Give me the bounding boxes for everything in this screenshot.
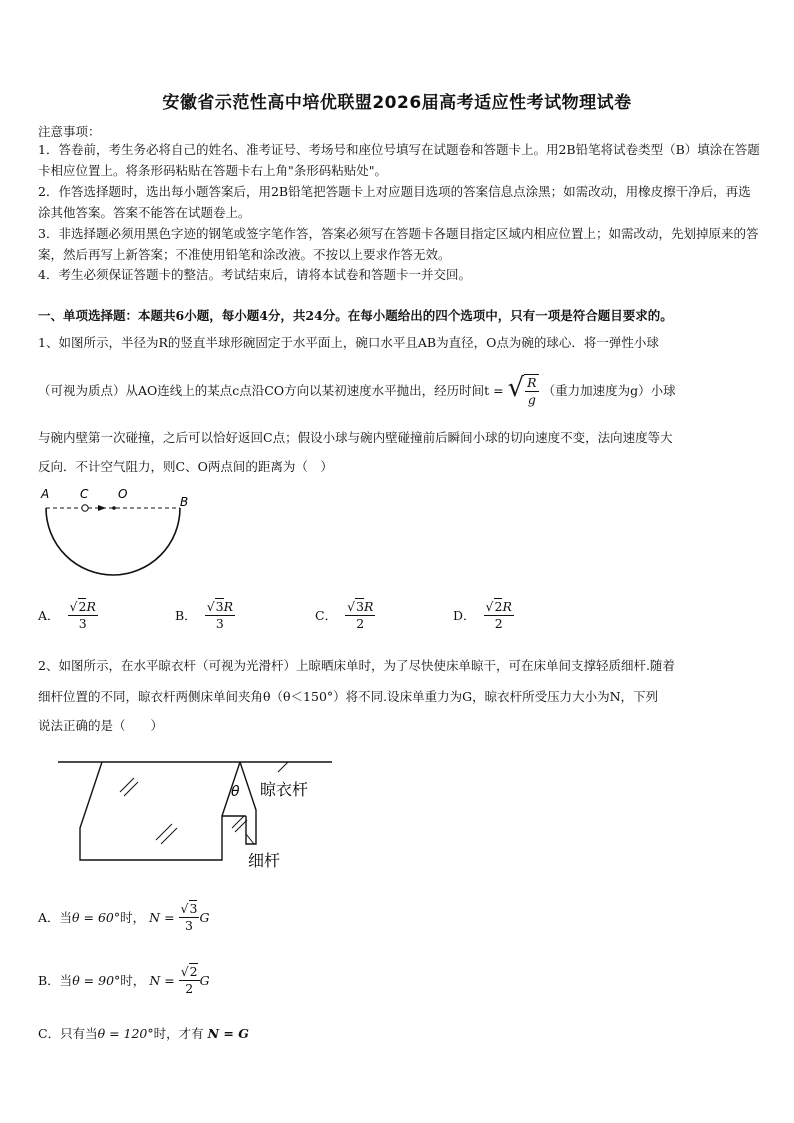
q2-option-b-lhs: N =: [149, 972, 175, 988]
q1-option-d-value: $\frac{√2R}{2}$: [485, 599, 512, 631]
q2-option-b-den: 2: [185, 981, 194, 996]
q2-option-b-frac: $\frac{√2}{2}$: [180, 964, 198, 996]
q1-option-d-label: D．: [453, 608, 476, 623]
label-o: O: [118, 487, 128, 501]
q1-time-sqrt: √ $\frac{R}{g}$: [507, 373, 537, 407]
q1-option-b-var: R: [223, 599, 234, 614]
notice-item-4: 4．考生必须保证答题卡的整洁。考试结束后，请将本试卷和答题卡一并交回。: [38, 267, 471, 282]
q1-option-a-var: R: [86, 599, 96, 614]
q2-option-b-rad: 2: [189, 964, 198, 979]
hatch-mark-4: [161, 828, 177, 844]
q2-option-b-mid: 时，: [120, 973, 146, 988]
stick-pointer: [246, 834, 254, 844]
q2-option-a-frac: $\frac{√3}{3}$: [180, 901, 198, 933]
q2-option-c-cond: θ = 120°: [97, 1025, 154, 1041]
q2-option-c-mid: 时，才有: [153, 1026, 204, 1041]
bedsheet-left: [80, 762, 246, 860]
q1-option-a-label: A．: [38, 608, 60, 623]
hatch-mark-2: [124, 782, 138, 796]
hatch-mark-1: [120, 778, 134, 792]
q2-option-b-cond: θ = 90°: [72, 972, 121, 988]
q1-text-line4: 反向．不计空气阻力，则C、O两点间的距离为（ ）: [38, 459, 333, 474]
page-title: 安徽省示范性高中培优联盟2026届高考适应性考试物理试卷: [162, 93, 632, 113]
q2-option-b-prefix: B．当: [38, 973, 73, 988]
stick-label: 细杆: [248, 851, 281, 870]
q2-text-line2: 细杆位置的不同，晾衣杆两侧床单间夹角θ（θ＜150°）将不同.设床单重力为G，晾衣杆所受压力大小为N，下列: [38, 689, 659, 704]
label-a: A: [41, 487, 50, 501]
q2-option-a-cond: θ = 60°: [72, 909, 121, 925]
q2-text-line1: 2、如图所示，在水平晾衣杆（可视为光滑杆）上晾晒床单时，为了尽快使床单晾干，可在床单间支撑轻质细杆.随着: [38, 658, 675, 673]
theta-label: θ: [231, 784, 240, 800]
q2-option-a-mid: 时，: [120, 910, 146, 925]
bedsheet-right: [240, 762, 256, 844]
q2-option-b-var: G: [199, 972, 210, 988]
notice-item-1: 1．答卷前，考生务必将自己的姓名、准考证号、考场号和座位号填写在试题卷和答题卡上。用2B铅笔将试卷类型（B）填涂在答题卡相应位置上。将条形码粘贴在答题卡右上角"条形码粘贴处"。: [38, 142, 760, 178]
q2-option-c-prefix: C．只有当: [38, 1026, 98, 1041]
q2-option-c-rest: N = G: [207, 1025, 249, 1041]
stick-mark-1: [232, 816, 244, 828]
q2-option-b[interactable]: [38, 963, 210, 997]
q1-option-a-den: 3: [78, 616, 87, 631]
q1-text-line2b: （重力加速度为g）小球: [542, 383, 676, 398]
q2-option-a-rad: 3: [189, 901, 198, 916]
q2-option-a-lhs: N =: [149, 909, 175, 925]
q1-text-line2: [38, 372, 676, 408]
q2-option-c[interactable]: [38, 1024, 249, 1042]
label-c: C: [80, 487, 89, 501]
q1-text-line1: 1、如图所示，半径为R的竖直半球形碗固定于水平面上，碗口水平且AB为直径，O点为碗的球心．将一弹性小球: [38, 335, 659, 350]
q1-bowl-figure: [30, 484, 200, 594]
stick-mark-2: [235, 820, 247, 832]
q2-option-a-prefix: A．当: [38, 910, 73, 925]
q1-option-d-den: 2: [494, 616, 503, 631]
q1-text-line3: 与碗内壁第一次碰撞，之后可以恰好返回C点；假设小球与碗内壁碰撞前后瞬间小球的切向速度不变，法向速度等大: [38, 430, 673, 445]
rod-label: 晾衣杆: [260, 780, 309, 799]
q1-option-d-var: R: [502, 599, 512, 614]
ball-point-c: [82, 505, 88, 511]
q1-option-c-label: C．: [315, 608, 338, 623]
q1-frac-den: g: [527, 392, 536, 407]
notice-heading: 注意事项：: [38, 124, 101, 139]
q2-option-a-den: 3: [185, 918, 193, 933]
q1-option-d[interactable]: [453, 598, 514, 632]
q1-option-b-value: $\frac{√3R}{3}$: [206, 599, 234, 631]
q1-option-b-label: B．: [175, 608, 197, 623]
q1-option-d-rad: 2: [494, 599, 503, 614]
section-heading: 一、单项选择题：本题共6小题，每小题4分，共24分。在每小题给出的四个选项中，只有一项是符合题目要求的。: [38, 308, 673, 323]
q1-option-a[interactable]: [38, 598, 98, 632]
q1-option-c-rad: 3: [356, 599, 364, 614]
q1-option-c-var: R: [364, 599, 374, 614]
q2-text-line3: 说法正确的是（ ）: [38, 718, 164, 733]
bowl-arc: [46, 508, 180, 575]
rod-pointer: [278, 762, 288, 772]
notice-item-3: 3．非选择题必须用黑色字迹的钢笔或签字笔作答，答案必须写在答题卡各题目指定区域内相应位置上；如需改动，先划掉原来的答案，然后再写上新答案；不准使用铅笔和涂改液。不按以上要求作答无效。: [38, 226, 759, 262]
center-point-o: [112, 506, 116, 510]
q1-option-a-value: $\frac{√2R}{3}$: [69, 599, 96, 631]
q1-frac-num: R: [527, 375, 537, 390]
q1-option-c-den: 2: [356, 616, 365, 631]
q1-option-a-rad: 2: [78, 599, 87, 614]
q1-option-c[interactable]: [315, 598, 375, 632]
q1-option-b[interactable]: [175, 598, 235, 632]
hatch-mark-3: [156, 824, 172, 840]
q1-option-c-value: $\frac{√3R}{2}$: [347, 599, 374, 631]
q1-text-line2a: （可视为质点）从AO连线上的某点c点沿CO方向以某初速度水平抛出，经历时间t =: [38, 383, 504, 398]
q1-option-b-den: 3: [215, 616, 224, 631]
q2-clothesline-figure: [50, 748, 340, 878]
notice-item-2: 2．作答选择题时，选出每小题答案后，用2B铅笔把答题卡上对应题目选项的答案信息点涂黑；如需改动，用橡皮擦干净后，再选涂其他答案。答案不能答在试题卷上。: [38, 184, 751, 220]
q2-option-a[interactable]: [38, 900, 209, 934]
label-b: B: [180, 495, 189, 509]
q2-option-a-var: G: [199, 909, 210, 925]
velocity-arrow: [98, 505, 106, 511]
q1-option-b-rad: 3: [215, 599, 224, 614]
